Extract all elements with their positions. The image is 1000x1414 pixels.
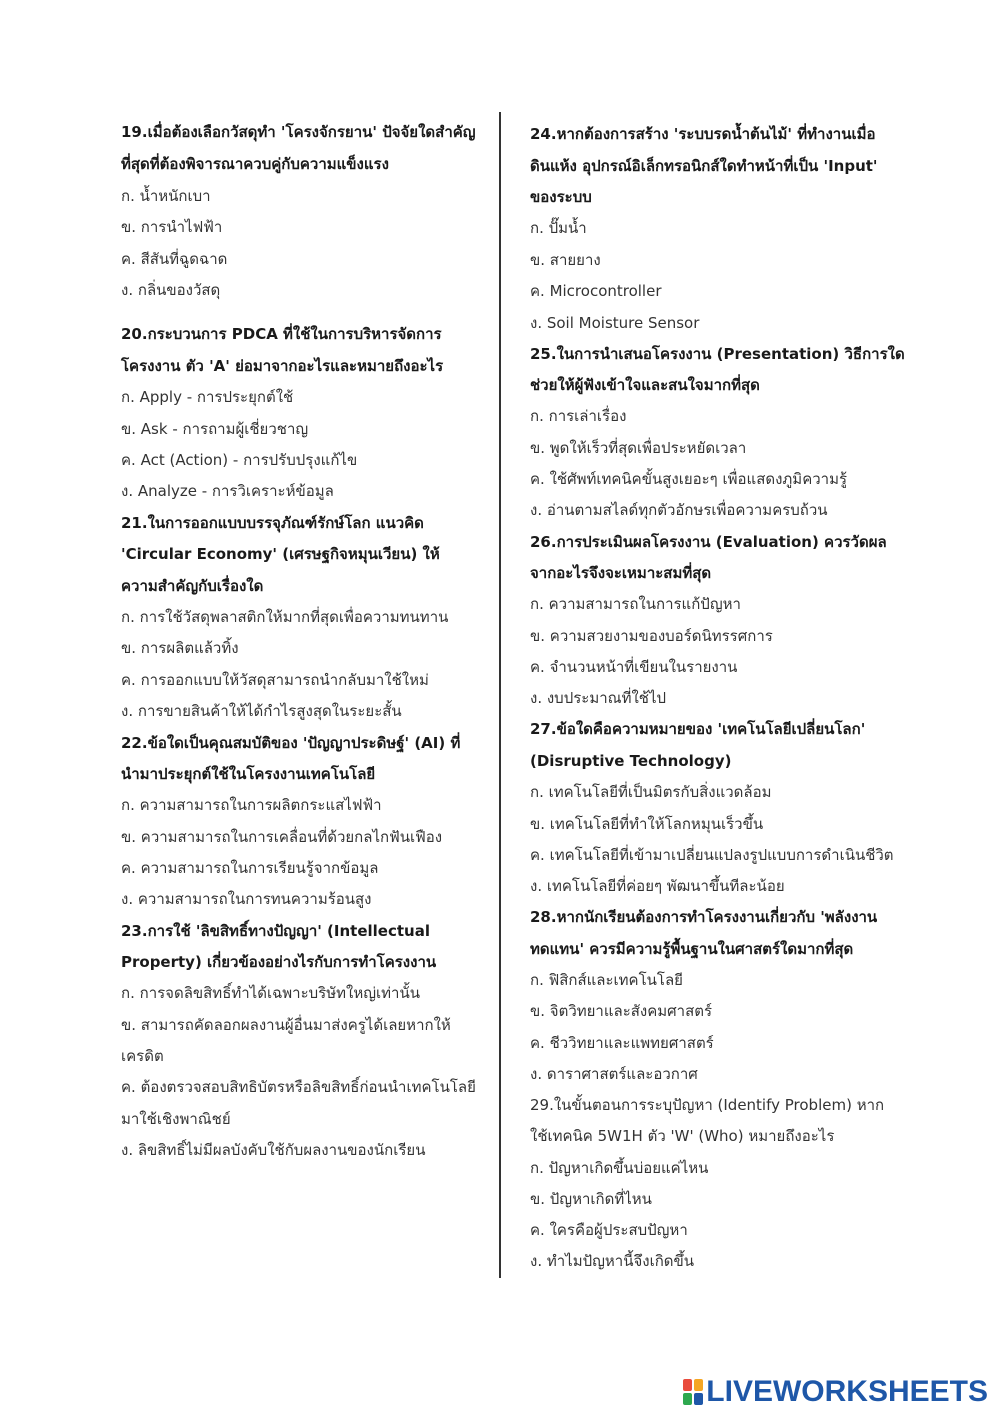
option-text: ข. ความสวยงามของบอร์ดนิทรรศการ xyxy=(530,627,773,645)
option-text: ง. ดาราศาสตร์และอวกาศ xyxy=(530,1065,698,1083)
option-text: ข. การนำไฟฟ้า xyxy=(121,218,223,236)
question-text: 24.หากต้องการสร้าง 'ระบบรดน้ำต้นไม้' ที่ทำงานเมื่อ xyxy=(530,125,876,143)
question-text: ทดแทน' ควรมีความรู้พื้นฐานในศาสตร์ใดมากที่สุด xyxy=(530,940,854,958)
option-text: ง. Soil Moisture Sensor xyxy=(530,314,700,332)
option-text: ง. ทำไมปัญหานี้จึงเกิดขึ้น xyxy=(530,1252,695,1270)
option-text: ง. งบประมาณที่ใช้ไป xyxy=(530,689,667,707)
column-divider xyxy=(499,112,501,1278)
option-text: ง. Analyze - การวิเคราะห์ข้อมูล xyxy=(121,482,334,500)
option-text: ก. ปั๊มน้ำ xyxy=(530,219,587,237)
question-text: 25.ในการนำเสนอโครงงาน (Presentation) วิธีการใด xyxy=(530,345,905,363)
question-text: นำมาประยุกต์ใช้ในโครงงานเทคโนโลยี xyxy=(121,765,376,783)
option-text: ข. Ask - การถามผู้เชี่ยวชาญ xyxy=(121,420,309,438)
option-text: ค. สีสันที่ฉูดฉาด xyxy=(121,250,228,268)
option-text: ก. ความสามารถในการแก้ปัญหา xyxy=(530,595,741,613)
option-text: ค. เทคโนโลยีที่เข้ามาเปลี่ยนแปลงรูปแบบการดำเนินชีวิต xyxy=(530,846,894,864)
question-text: 19.เมื่อต้องเลือกวัสดุทำ 'โครงจักรยาน' ปัจจัยใดสำคัญ xyxy=(121,123,476,141)
logo-text: LIVEWORKSHEETS xyxy=(706,1375,988,1408)
option-text: ข. เทคโนโลยีที่ทำให้โลกหมุนเร็วขึ้น xyxy=(530,815,764,833)
option-text: ข. สายยาง xyxy=(530,251,601,269)
option-text: ง. เทคโนโลยีที่ค่อยๆ พัฒนาขึ้นทีละน้อย xyxy=(530,877,785,895)
option-text: ก. ปัญหาเกิดขึ้นบ่อยแค่ไหน xyxy=(530,1159,709,1177)
option-text: ค. Microcontroller xyxy=(530,282,662,300)
option-text: ง. อ่านตามสไลด์ทุกตัวอักษรเพื่อความครบถ้วน xyxy=(530,501,828,519)
option-text: เครดิต xyxy=(121,1047,164,1065)
question-text: 26.การประเมินผลโครงงาน (Evaluation) ควรวัดผล xyxy=(530,533,887,551)
question-text: ที่สุดที่ต้องพิจารณาควบคู่กับความแข็งแรง xyxy=(121,155,389,173)
option-text: ก. การเล่าเรื่อง xyxy=(530,407,627,425)
option-text: ก. น้ำหนักเบา xyxy=(121,187,211,205)
option-text: ข. การผลิตแล้วทิ้ง xyxy=(121,639,239,657)
option-text: ข. ปัญหาเกิดที่ไหน xyxy=(530,1190,652,1208)
question-text: 'Circular Economy' (เศรษฐกิจหมุนเวียน) ให้ xyxy=(121,545,440,563)
liveworksheets-logo-icon xyxy=(683,1379,703,1405)
question-text: (Disruptive Technology) xyxy=(530,752,732,770)
question-text: 20.กระบวนการ PDCA ที่ใช้ในการบริหารจัดการ xyxy=(121,325,442,343)
option-text: มาใช้เชิงพาณิชย์ xyxy=(121,1110,231,1128)
option-text: ใช้เทคนิค 5W1H ตัว 'W' (Who) หมายถึงอะไร xyxy=(530,1127,835,1145)
question-text: Property) เกี่ยวข้องอย่างไรกับการทำโครงงาน xyxy=(121,953,437,971)
option-text: ข. สามารถคัดลอกผลงานผู้อื่นมาส่งครูได้เลยหากให้ xyxy=(121,1016,451,1034)
question-text: 21.ในการออกแบบบรรจุภัณฑ์รักษ์โลก แนวคิด xyxy=(121,514,424,532)
option-text: ก. ความสามารถในการผลิตกระแสไฟฟ้า xyxy=(121,796,382,814)
option-text: ง. ความสามารถในการทนความร้อนสูง xyxy=(121,890,372,908)
question-text: 28.หากนักเรียนต้องการทำโครงงานเกี่ยวกับ 'พลังงาน xyxy=(530,908,878,926)
option-text: ก. เทคโนโลยีที่เป็นมิตรกับสิ่งแวดล้อม xyxy=(530,783,772,801)
option-text: ง. การขายสินค้าให้ได้กำไรสูงสุดในระยะสั้น xyxy=(121,702,402,720)
question-text: 23.การใช้ 'ลิขสิทธิ์ทางปัญญา' (Intellectual xyxy=(121,922,430,940)
option-text: ง. ลิขสิทธิ์ไม่มีผลบังคับใช้กับผลงานของนักเรียน xyxy=(121,1141,426,1159)
option-text: ค. Act (Action) - การปรับปรุงแก้ไข xyxy=(121,451,358,469)
option-text: ข. ความสามารถในการเคลื่อนที่ด้วยกลไกฟันเฟือง xyxy=(121,828,443,846)
option-text: ก. การใช้วัสดุพลาสติกให้มากที่สุดเพื่อความทนทาน xyxy=(121,608,449,626)
liveworksheets-logo[interactable] xyxy=(683,1376,988,1408)
option-text: ข. จิตวิทยาและสังคมศาสตร์ xyxy=(530,1002,713,1020)
question-text: จากอะไรจึงจะเหมาะสมที่สุด xyxy=(530,564,712,582)
question-text: ความสำคัญกับเรื่องใด xyxy=(121,577,264,595)
option-text: ก. การจดลิขสิทธิ์ทำได้เฉพาะบริษัทใหญ่เท่านั้น xyxy=(121,984,420,1002)
option-text: 29.ในขั้นตอนการระบุปัญหา (Identify Problem) หาก xyxy=(530,1096,885,1114)
option-text: ค. ใครคือผู้ประสบปัญหา xyxy=(530,1221,688,1239)
question-text: โครงงาน ตัว 'A' ย่อมาจากอะไรและหมายถึงอะไร xyxy=(121,357,444,375)
option-text: ค. ชีววิทยาและแพทยศาสตร์ xyxy=(530,1034,714,1052)
option-text: ค. จำนวนหน้าที่เขียนในรายงาน xyxy=(530,658,738,676)
question-text: ดินแห้ง อุปกรณ์อิเล็กทรอนิกส์ใดทำหน้าที่เป็น 'Input' xyxy=(530,157,878,175)
option-text: ข. พูดให้เร็วที่สุดเพื่อประหยัดเวลา xyxy=(530,439,747,457)
question-text: 27.ข้อใดคือความหมายของ 'เทคโนโลยีเปลี่ยนโลก' xyxy=(530,720,866,738)
option-text: ค. ใช้ศัพท์เทคนิคขั้นสูงเยอะๆ เพื่อแสดงภูมิความรู้ xyxy=(530,470,848,488)
option-text: ก. ฟิสิกส์และเทคโนโลยี xyxy=(530,971,683,989)
question-text: 22.ข้อใดเป็นคุณสมบัติของ 'ปัญญาประดิษฐ์' (AI) ที่ xyxy=(121,734,461,752)
option-text: ค. ต้องตรวจสอบสิทธิบัตรหรือลิขสิทธิ์ก่อนนำเทคโนโลยี xyxy=(121,1078,476,1096)
question-text: ของระบบ xyxy=(530,188,592,206)
option-text: ง. กลิ่นของวัสดุ xyxy=(121,281,221,299)
option-text: ค. ความสามารถในการเรียนรู้จากข้อมูล xyxy=(121,859,379,877)
option-text: ก. Apply - การประยุกต์ใช้ xyxy=(121,388,294,406)
question-text: ช่วยให้ผู้ฟังเข้าใจและสนใจมากที่สุด xyxy=(530,376,760,394)
option-text: ค. การออกแบบให้วัสดุสามารถนำกลับมาใช้ใหม่ xyxy=(121,671,429,689)
